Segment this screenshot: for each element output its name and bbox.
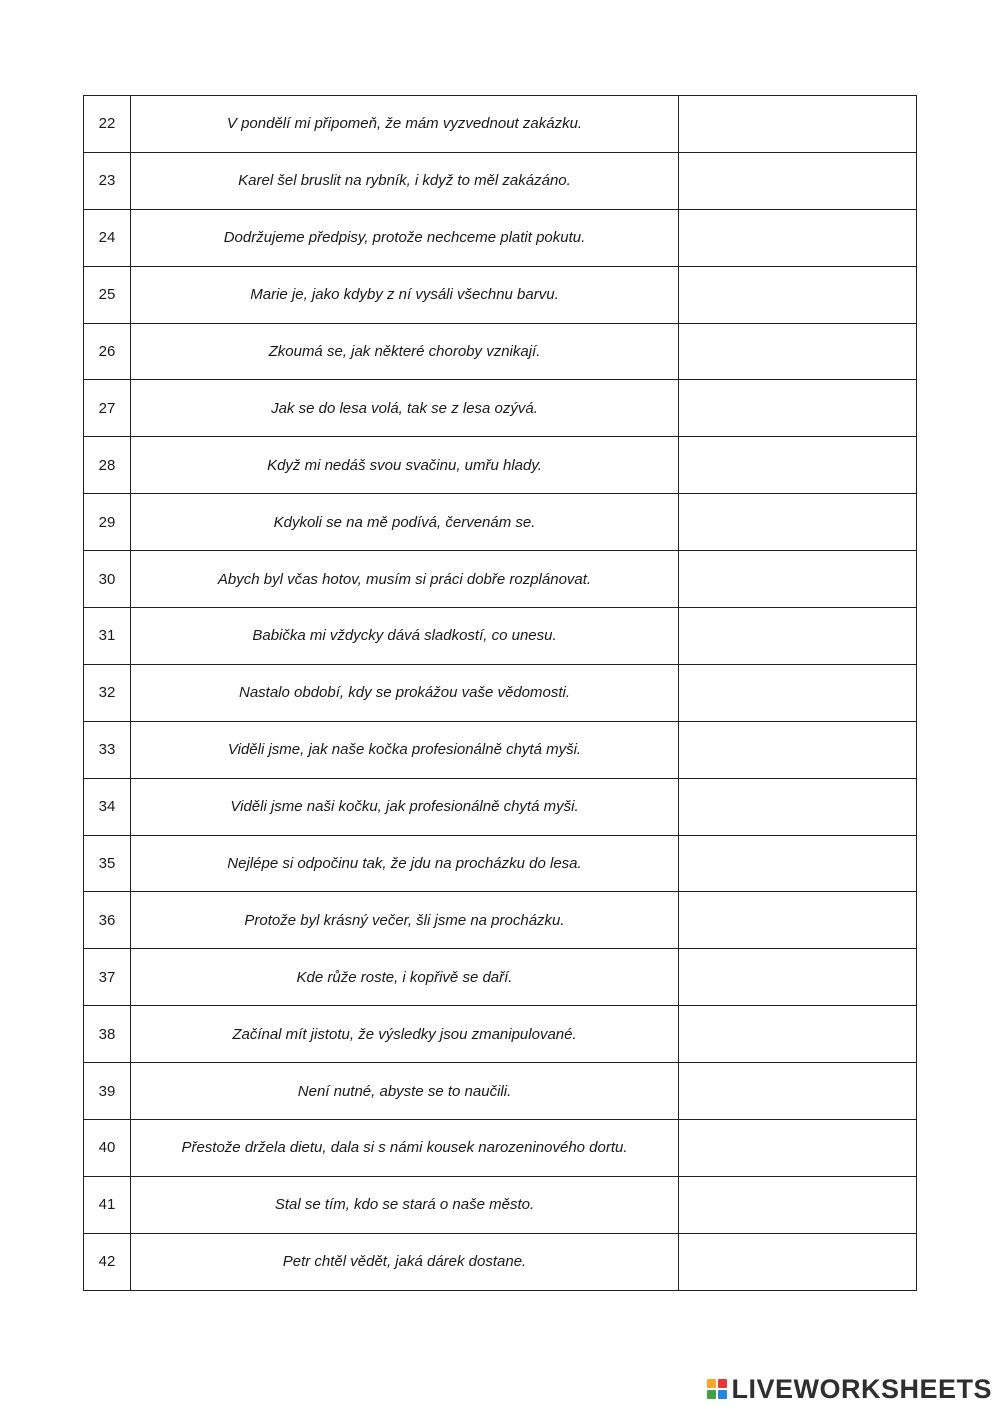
answer-cell bbox=[679, 380, 917, 437]
answer-input[interactable] bbox=[679, 1006, 916, 1062]
table-row bbox=[84, 494, 917, 551]
liveworksheets-logo-icon bbox=[707, 1379, 727, 1399]
worksheet-rows bbox=[84, 96, 917, 1291]
table-row bbox=[84, 380, 917, 437]
row-number: 40 bbox=[84, 1120, 131, 1177]
answer-cell bbox=[679, 494, 917, 551]
answer-cell bbox=[679, 209, 917, 266]
sentence-text: Není nutné, abyste se to naučili. bbox=[131, 1063, 679, 1120]
answer-cell bbox=[679, 949, 917, 1006]
answer-cell bbox=[679, 1006, 917, 1063]
sentence-text: Marie je, jako kdyby z ní vysáli všechnu barvu. bbox=[131, 266, 679, 323]
sentence-text: Když mi nedáš svou svačinu, umřu hlady. bbox=[131, 437, 679, 494]
row-number: 25 bbox=[84, 266, 131, 323]
sentence-text: Přestože držela dietu, dala si s námi kousek narozeninového dortu. bbox=[131, 1120, 679, 1177]
logo-square-l bbox=[707, 1379, 716, 1388]
row-number: 42 bbox=[84, 1233, 131, 1290]
sentence-text: V pondělí mi připomeň, že mám vyzvednout zakázku. bbox=[131, 96, 679, 153]
table-row bbox=[84, 1006, 917, 1063]
row-number: 35 bbox=[84, 835, 131, 892]
sentence-text: Nastalo období, kdy se prokážou vaše vědomosti. bbox=[131, 664, 679, 721]
sentence-text: Stal se tím, kdo se stará o naše město. bbox=[131, 1176, 679, 1233]
table-row bbox=[84, 664, 917, 721]
answer-input[interactable] bbox=[679, 722, 916, 778]
sentence-text: Abych byl včas hotov, musím si práci dobře rozplánovat. bbox=[131, 551, 679, 608]
answer-input[interactable] bbox=[679, 153, 916, 209]
answer-cell bbox=[679, 266, 917, 323]
row-number: 29 bbox=[84, 494, 131, 551]
answer-input[interactable] bbox=[679, 551, 916, 607]
row-number: 39 bbox=[84, 1063, 131, 1120]
row-number: 37 bbox=[84, 949, 131, 1006]
answer-input[interactable] bbox=[679, 380, 916, 436]
table-row bbox=[84, 266, 917, 323]
row-number: 27 bbox=[84, 380, 131, 437]
logo-square-e bbox=[718, 1390, 727, 1399]
answer-input[interactable] bbox=[679, 608, 916, 664]
sentence-text: Zkoumá se, jak některé choroby vznikají. bbox=[131, 323, 679, 380]
answer-cell bbox=[679, 1176, 917, 1233]
answer-input[interactable] bbox=[679, 1234, 916, 1290]
answer-cell bbox=[679, 892, 917, 949]
row-number: 28 bbox=[84, 437, 131, 494]
row-number: 36 bbox=[84, 892, 131, 949]
logo-square-v bbox=[707, 1390, 716, 1399]
answer-input[interactable] bbox=[679, 96, 916, 152]
table-row bbox=[84, 1063, 917, 1120]
table-row bbox=[84, 835, 917, 892]
answer-input[interactable] bbox=[679, 1120, 916, 1176]
sentence-text: Petr chtěl vědět, jaká dárek dostane. bbox=[131, 1233, 679, 1290]
answer-cell bbox=[679, 778, 917, 835]
sentence-text: Dodržujeme předpisy, protože nechceme platit pokutu. bbox=[131, 209, 679, 266]
table-row bbox=[84, 1120, 917, 1177]
answer-input[interactable] bbox=[679, 1063, 916, 1119]
answer-input[interactable] bbox=[679, 494, 916, 550]
row-number: 41 bbox=[84, 1176, 131, 1233]
answer-cell bbox=[679, 323, 917, 380]
row-number: 30 bbox=[84, 551, 131, 608]
answer-input[interactable] bbox=[679, 267, 916, 323]
table-row bbox=[84, 1176, 917, 1233]
answer-input[interactable] bbox=[679, 324, 916, 380]
row-number: 38 bbox=[84, 1006, 131, 1063]
answer-input[interactable] bbox=[679, 949, 916, 1005]
table-row bbox=[84, 96, 917, 153]
worksheet-table bbox=[83, 95, 917, 1291]
table-row bbox=[84, 892, 917, 949]
sentence-text: Viděli jsme naši kočku, jak profesionálně chytá myši. bbox=[131, 778, 679, 835]
row-number: 31 bbox=[84, 608, 131, 665]
answer-cell bbox=[679, 835, 917, 892]
sentence-text: Viděli jsme, jak naše kočka profesionálně chytá myši. bbox=[131, 721, 679, 778]
table-row bbox=[84, 721, 917, 778]
table-row bbox=[84, 1233, 917, 1290]
row-number: 24 bbox=[84, 209, 131, 266]
answer-input[interactable] bbox=[679, 892, 916, 948]
table-row bbox=[84, 551, 917, 608]
answer-input[interactable] bbox=[679, 210, 916, 266]
liveworksheets-logo bbox=[707, 1371, 992, 1407]
sentence-text: Nejlépe si odpočinu tak, že jdu na procházku do lesa. bbox=[131, 835, 679, 892]
sentence-text: Babička mi vždycky dává sladkostí, co unesu. bbox=[131, 608, 679, 665]
sentence-text: Protože byl krásný večer, šli jsme na procházku. bbox=[131, 892, 679, 949]
answer-cell bbox=[679, 152, 917, 209]
table-row bbox=[84, 437, 917, 494]
answer-input[interactable] bbox=[679, 779, 916, 835]
row-number: 33 bbox=[84, 721, 131, 778]
row-number: 34 bbox=[84, 778, 131, 835]
sentence-text: Kde růže roste, i kopřivě se daří. bbox=[131, 949, 679, 1006]
table-row bbox=[84, 608, 917, 665]
answer-cell bbox=[679, 1233, 917, 1290]
answer-cell bbox=[679, 1120, 917, 1177]
answer-cell bbox=[679, 721, 917, 778]
answer-input[interactable] bbox=[679, 665, 916, 721]
row-number: 23 bbox=[84, 152, 131, 209]
table-row bbox=[84, 209, 917, 266]
answer-cell bbox=[679, 1063, 917, 1120]
sentence-text: Kdykoli se na mě podívá, červenám se. bbox=[131, 494, 679, 551]
sentence-text: Začínal mít jistotu, že výsledky jsou zmanipulované. bbox=[131, 1006, 679, 1063]
answer-input[interactable] bbox=[679, 1177, 916, 1233]
answer-cell bbox=[679, 664, 917, 721]
table-row bbox=[84, 949, 917, 1006]
table-row bbox=[84, 152, 917, 209]
answer-cell bbox=[679, 551, 917, 608]
logo-text: LIVEWORKSHEETS bbox=[731, 1373, 992, 1404]
answer-cell bbox=[679, 437, 917, 494]
row-number: 32 bbox=[84, 664, 131, 721]
logo-square-i bbox=[718, 1379, 727, 1388]
sentence-text: Jak se do lesa volá, tak se z lesa ozývá. bbox=[131, 380, 679, 437]
answer-input[interactable] bbox=[679, 836, 916, 892]
sentence-text: Karel šel bruslit na rybník, i když to měl zakázáno. bbox=[131, 152, 679, 209]
table-row bbox=[84, 778, 917, 835]
row-number: 26 bbox=[84, 323, 131, 380]
answer-cell bbox=[679, 608, 917, 665]
answer-input[interactable] bbox=[679, 437, 916, 493]
answer-cell bbox=[679, 96, 917, 153]
row-number: 22 bbox=[84, 96, 131, 153]
table-row bbox=[84, 323, 917, 380]
